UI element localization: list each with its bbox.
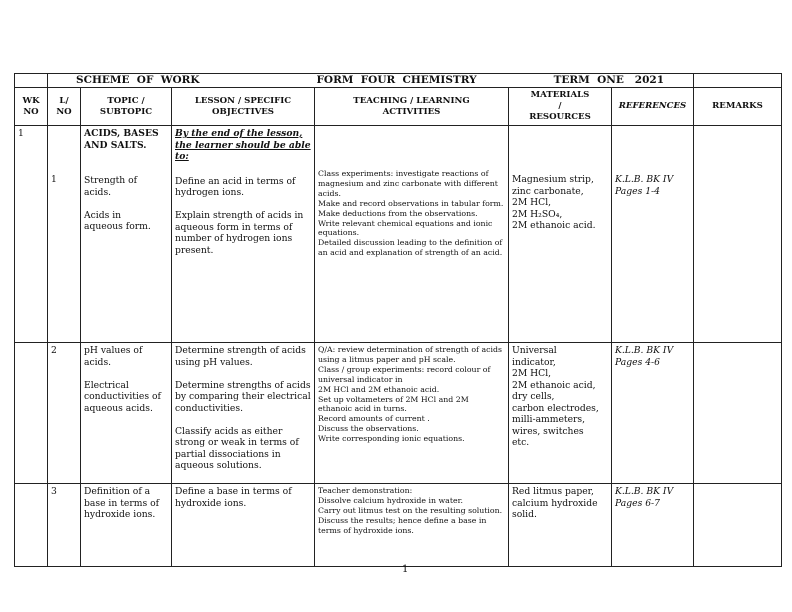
topic-cell	[81, 126, 172, 343]
materials-cell: Universal indicator, 2M HCl, 2M ethanoic acid, dry cells, carbon electrodes, milli-ammeters, wires, switches etc.	[509, 343, 612, 484]
objectives-text: Define an acid in terms of hydrogen ions. Explain strength of acids in aqueous form in terms of number of hydrogen ions present.	[175, 175, 304, 256]
header-references: REFERENCES	[612, 88, 694, 126]
objectives-cell: Define a base in terms of hydroxide ions.	[172, 484, 315, 567]
term-title: TERM ONE 2021	[553, 74, 665, 86]
table-row	[15, 126, 782, 343]
remarks-cell	[694, 126, 782, 343]
references-cell: K.L.B. BK IV Pages 6-7	[612, 484, 694, 567]
header-activities: TEACHING / LEARNING ACTIVITIES	[315, 88, 509, 126]
header-lesson: LESSON / SPECIFIC OBJECTIVES	[172, 88, 315, 126]
references-cell	[612, 126, 694, 343]
objectives-intro: By the end of the lesson, the learner should be able to:	[175, 128, 311, 162]
topic-cell: pH values of acids. Electrical conductivities of aqueous acids.	[81, 343, 172, 484]
remarks-cell	[694, 343, 782, 484]
wk-cell	[15, 343, 48, 484]
scheme-of-work-table	[14, 73, 782, 567]
page-number: 1	[402, 564, 409, 575]
form-title: FORM FOUR CHEMISTRY	[316, 74, 477, 86]
activities-text: Class experiments: investigate reactions of magnesium and zinc carbonate with different acids. Make and record observations in tabular form. Make deductions from the observations. Write relevant chemical equations and ionic equations. Detailed discussion leading to the definition of an acid and explanation of strength of an acid.	[318, 169, 504, 258]
header-topic: TOPIC / SUBTOPIC	[81, 88, 172, 126]
title-blank-cell	[15, 74, 48, 88]
lno-cell: 2	[48, 343, 81, 484]
title-row	[15, 74, 782, 88]
header-row	[15, 88, 782, 126]
objectives-cell	[172, 126, 315, 343]
lno-value: 1	[51, 174, 57, 185]
topic-cell: Definition of a base in terms of hydroxide ions.	[81, 484, 172, 567]
table-row	[15, 343, 782, 484]
lno-cell: 3	[48, 484, 81, 567]
header-remarks: REMARKS	[694, 88, 782, 126]
objectives-cell: Determine strength of acids using pH values. Determine strengths of acids by comparing their electrical conductivities. Classify acids as either strong or weak in terms of partial dissociations in aqueous solutions.	[172, 343, 315, 484]
lno-cell	[48, 126, 81, 343]
topic-heading: ACIDS, BASES AND SALTS.	[84, 128, 159, 151]
title-blank-cell	[694, 74, 782, 88]
materials-cell	[509, 126, 612, 343]
references-text: K.L.B. BK IV Pages 1-4	[615, 174, 674, 197]
activities-cell: Q/A: review determination of strength of acids using a litmus paper and pH scale. Class / group experiments: record colour of universal indicator in 2M HCl and 2M ethanoic acid. Set up voltameters of 2M HCl and 2M ethanoic acid in turns. Record amounts of current . Discuss the observations. Write corresponding ionic equations.	[315, 343, 509, 484]
header-materials: MATERIALS / RESOURCES	[509, 88, 612, 126]
activities-cell	[315, 126, 509, 343]
remarks-cell	[694, 484, 782, 567]
scheme-title: SCHEME OF WORK	[76, 74, 200, 86]
activities-cell: Teacher demonstration: Dissolve calcium hydroxide in water. Carry out litmus test on the resulting solution. Discuss the results; hence define a base in terms of hydroxide ions.	[315, 484, 509, 567]
title-cell	[48, 74, 694, 88]
materials-cell: Red litmus paper, calcium hydroxide solid.	[509, 484, 612, 567]
wk-cell	[15, 484, 48, 567]
references-cell: K.L.B. BK IV Pages 4-6	[612, 343, 694, 484]
table-row	[15, 484, 782, 567]
header-lno: L/ NO	[48, 88, 81, 126]
materials-text: Magnesium strip, zinc carbonate, 2M HCl, 2M H₂SO₄, 2M ethanoic acid.	[512, 174, 596, 231]
topic-text: Strength of acids. Acids in aqueous form.	[84, 175, 151, 232]
header-wk: WK NO	[15, 88, 48, 126]
wk-cell: 1	[15, 126, 48, 343]
